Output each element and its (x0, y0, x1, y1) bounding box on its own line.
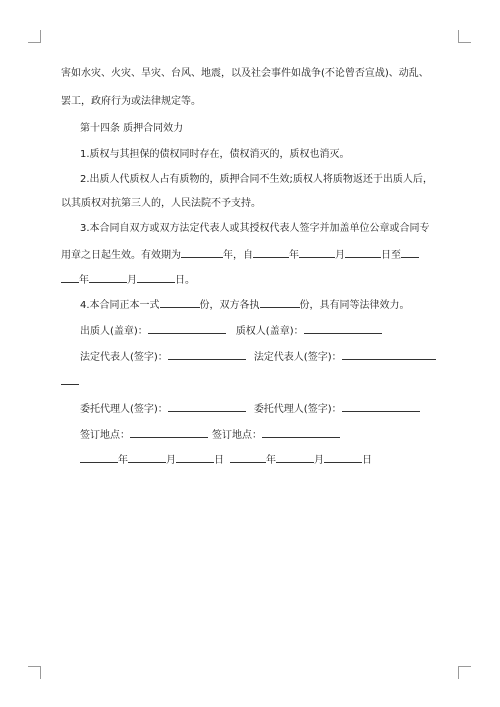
pledgor-place-blank[interactable] (130, 427, 208, 438)
copies-each-blank[interactable] (260, 297, 300, 308)
pledgor-legal-rep-blank[interactable] (168, 349, 246, 360)
pledgee-month-blank[interactable] (276, 452, 314, 463)
signing-place-line (80, 427, 340, 443)
label: 签订地点： (80, 430, 130, 441)
text: 日 (362, 455, 372, 466)
label: 法定代表人(签字)： (80, 352, 168, 363)
section-heading: 第十四条 质押合同效力 (80, 123, 184, 134)
text: 年，自 (223, 250, 253, 261)
text: 月 (166, 455, 176, 466)
start-month-blank[interactable] (299, 247, 335, 258)
pledgee-seal-blank[interactable] (304, 323, 382, 334)
text: 年 (266, 455, 276, 466)
end-month-blank[interactable] (89, 272, 127, 283)
text: 日 (214, 455, 224, 466)
pledgor-agent-blank[interactable] (168, 401, 246, 412)
text: 年 (79, 275, 89, 286)
label: 委托代理人(签字)： (253, 404, 342, 415)
text: 日。 (175, 275, 195, 286)
crop-mark-bottom-right (458, 666, 471, 679)
copies-count-blank[interactable] (160, 297, 200, 308)
paragraph-line: 1.质权与其担保的债权同时存在，债权消灭的，质权也消灭。 (80, 149, 350, 160)
text: 份，双方各执 (199, 300, 260, 311)
paragraph-line: 害如水灾、火灾、旱灾、台风、地震，以及社会事件如战争(不论曾否宣战)、动乱、 (61, 68, 429, 79)
paragraph-line: 2.出质人代质权人占有质物的，质押合同不生效;质权人将质物返还于出质人后， (80, 174, 433, 185)
end-day-blank[interactable] (137, 272, 175, 283)
end-year-blank[interactable] (61, 272, 79, 283)
seal-line (80, 323, 382, 339)
paragraph-line: 以其质权对抗第三人的，人民法院不予支持。 (61, 198, 261, 209)
end-year-blank[interactable] (401, 247, 419, 258)
pledgor-day-blank[interactable] (176, 452, 214, 463)
text: 份，具有同等法律效力。 (299, 300, 410, 311)
legal-rep-continuation (61, 374, 79, 390)
text: 月 (314, 455, 324, 466)
validity-years-blank[interactable] (181, 247, 223, 258)
copies-line (80, 297, 410, 313)
signing-date-line (80, 452, 372, 468)
agent-line (80, 401, 420, 417)
label: 法定代表人(签字)： (253, 352, 342, 363)
text: 日至 (381, 250, 401, 261)
label: 签订地点： (212, 430, 262, 441)
pledgor-month-blank[interactable] (128, 452, 166, 463)
label: 质权人(盖章)： (235, 326, 304, 337)
pledgee-day-blank[interactable] (324, 452, 362, 463)
text: 年 (289, 250, 299, 261)
crop-mark-top-left (28, 30, 41, 43)
label: 委托代理人(签字)： (80, 404, 168, 415)
label: 出质人(盖章)： (80, 326, 148, 337)
start-day-blank[interactable] (345, 247, 381, 258)
crop-mark-top-right (458, 30, 471, 43)
pledgee-legal-rep-blank-cont[interactable] (61, 374, 79, 385)
text: 年 (118, 455, 128, 466)
pledgor-seal-blank[interactable] (148, 323, 226, 334)
text: 4.本合同正本一式 (80, 300, 160, 311)
text: 月 (127, 275, 137, 286)
pledgee-legal-rep-blank[interactable] (342, 349, 436, 360)
text: 用章之日起生效。有效期为 (61, 250, 181, 261)
legal-rep-line (80, 349, 436, 365)
end-date-line (61, 272, 195, 288)
validity-period-line (61, 247, 419, 263)
start-year-blank[interactable] (253, 247, 289, 258)
pledgor-year-blank[interactable] (80, 452, 118, 463)
paragraph-line: 罢工，政府行为或法律规定等。 (61, 96, 201, 107)
paragraph-line: 3.本合同自双方或双方法定代表人或其授权代表人签字并加盖单位公章或合同专 (80, 223, 430, 234)
pledgee-place-blank[interactable] (262, 427, 340, 438)
text: 月 (335, 250, 345, 261)
pledgee-year-blank[interactable] (230, 452, 266, 463)
pledgee-agent-blank[interactable] (342, 401, 420, 412)
crop-mark-bottom-left (28, 666, 41, 679)
